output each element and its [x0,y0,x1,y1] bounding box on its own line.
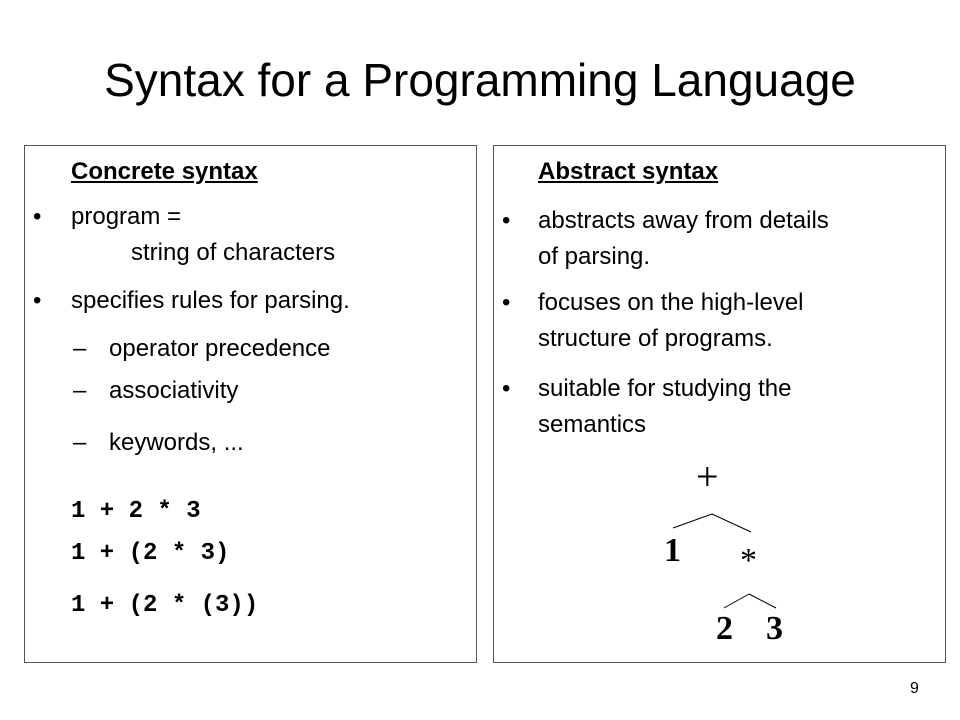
bullet-text: specifies rules for parsing. [71,287,350,314]
bullet-text: program = [71,203,182,230]
tree-edge-star-left [724,594,749,608]
tree-node-plus: + [696,454,719,499]
dash-icon: – [73,377,87,404]
bullet-icon: • [33,287,42,314]
tree-node-two: 2 [716,610,733,647]
tree-node-one: 1 [664,532,681,569]
bullet-icon: • [33,203,42,230]
bullet-text-continuation: structure of programs. [538,325,773,352]
bullet-icon: • [502,375,511,402]
tree-node-star: * [740,542,757,579]
concrete-syntax-panel [24,145,477,663]
subitem-text: keywords, ... [109,429,244,456]
subitem-keywords [73,428,453,458]
code-line-2: 1 + (2 * 3) [71,540,230,567]
slide-title: Syntax for a Programming Language [104,54,856,106]
bullet-icon: • [502,207,511,234]
syntax-tree-edges [494,146,945,662]
bullet-text-continuation: semantics [538,411,647,438]
bullet-text: abstracts away from details [538,207,829,234]
tree-edge-root-left [673,514,712,528]
bullet-text: suitable for studying the [538,375,792,402]
page-number: 9 [910,680,919,697]
bullet-text-continuation: string of characters [131,239,336,266]
subitem-associativity [73,376,453,406]
tree-node-three: 3 [766,610,783,647]
dash-icon: – [73,429,87,456]
code-line-3: 1 + (2 * (3)) [71,592,259,619]
bullet-text: focuses on the high-level [538,289,804,316]
tree-edge-star-right [749,594,776,608]
abstract-syntax-heading: Abstract syntax [538,158,719,185]
bullet-item-parsing-rules [33,284,463,318]
tree-edge-root-right [712,514,751,532]
bullet-item-program [33,200,463,270]
subitem-text: operator precedence [109,335,331,362]
bullet-icon: • [502,289,511,316]
subitem-text: associativity [109,377,239,404]
dash-icon: – [73,335,87,362]
subitem-operator-precedence [73,334,453,364]
abstract-syntax-panel [493,145,946,663]
code-line-1: 1 + 2 * 3 [71,498,201,525]
concrete-syntax-heading: Concrete syntax [71,158,258,185]
bullet-text-continuation: of parsing. [538,243,651,270]
